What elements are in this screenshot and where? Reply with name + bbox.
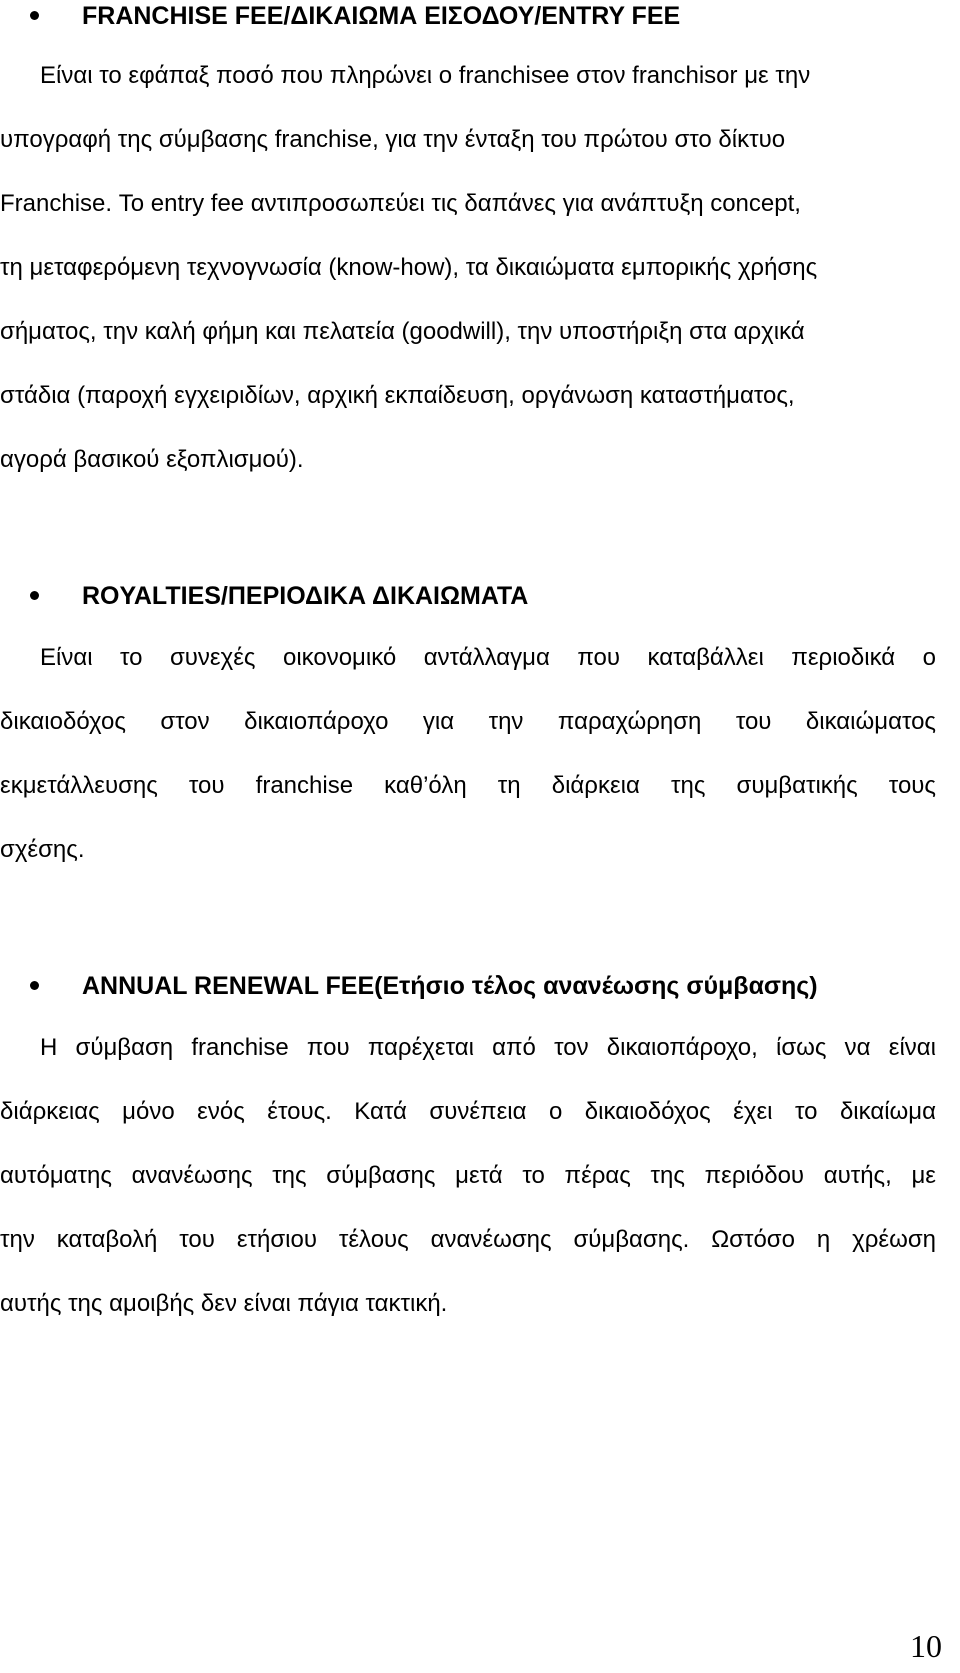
paragraph-line: Είναι το συνεχές οικονομικό αντάλλαγμα που καταβάλλει περιοδικά ο	[40, 644, 936, 671]
paragraph-line: Franchise. Το entry fee αντιπροσωπεύει τις δαπάνες για ανάπτυξη concept,	[0, 190, 801, 217]
bullet-icon	[30, 591, 39, 600]
section-paragraph	[0, 626, 936, 882]
section-paragraph	[0, 1016, 936, 1336]
paragraph-line: τη μεταφερόμενη τεχνογνωσία (know-how), τα δικαιώματα εμπορικής χρήσης	[0, 254, 818, 281]
paragraph-line: Είναι το εφάπαξ ποσό που πληρώνει ο franchisee στον franchisor με την	[40, 62, 811, 89]
section-paragraph	[0, 44, 936, 492]
bullet-icon	[30, 981, 39, 990]
bullet-icon	[30, 11, 39, 20]
paragraph-line: διάρκειας μόνο ενός έτους. Κατά συνέπεια ο δικαιοδόχος έχει το δικαίωμα	[0, 1098, 936, 1125]
section-heading: ANNUAL RENEWAL FEE(Ετήσιο τέλος ανανέωσης σύμβασης)	[82, 972, 818, 1000]
paragraph-line: υπογραφή της σύμβασης franchise, για την ένταξη του πρώτου στο δίκτυο	[0, 126, 786, 153]
paragraph-line: Η σύμβαση franchise που παρέχεται από τον δικαιοπάροχο, ίσως να είναι	[40, 1034, 936, 1061]
paragraph-line: αγορά βασικού εξοπλισμού).	[0, 446, 304, 473]
section-heading: FRANCHISE FEE/ΔΙΚΑΙΩΜΑ ΕΙΣΟΔΟΥ/ENTRY FEE	[82, 2, 681, 30]
paragraph-line: εκμετάλλευσης του franchise καθ’όλη τη διάρκεια της συμβατικής τους	[0, 772, 936, 799]
paragraph-line: σήματος, την καλή φήμη και πελατεία (goodwill), την υποστήριξη στα αρχικά	[0, 318, 805, 345]
page-number: 10	[910, 1628, 942, 1664]
section-heading-row	[0, 970, 936, 1002]
section-royalties	[0, 580, 936, 882]
section-heading-row	[0, 0, 936, 32]
paragraph-line: αυτόματης ανανέωσης της σύμβασης μετά το πέρας της περιόδου αυτής, με	[0, 1162, 936, 1189]
section-heading-row	[0, 580, 936, 612]
paragraph-line: δικαιοδόχος στον δικαιοπάροχο για την παραχώρηση του δικαιώματος	[0, 708, 936, 735]
paragraph-line: την καταβολή του ετήσιου τέλους ανανέωσης σύμβασης. Ωστόσο η χρέωση	[0, 1226, 936, 1253]
paragraph-line: αυτής της αμοιβής δεν είναι πάγια τακτική.	[0, 1290, 448, 1317]
paragraph-line: σχέσης.	[0, 836, 85, 863]
section-heading: ROYALTIES/ΠΕΡΙΟΔΙΚΑ ΔΙΚΑΙΩΜΑΤΑ	[82, 582, 529, 610]
section-franchise-fee	[0, 0, 936, 492]
section-annual-renewal-fee	[0, 970, 936, 1336]
paragraph-line: στάδια (παροχή εγχειριδίων, αρχική εκπαίδευση, οργάνωση καταστήματος,	[0, 382, 795, 409]
